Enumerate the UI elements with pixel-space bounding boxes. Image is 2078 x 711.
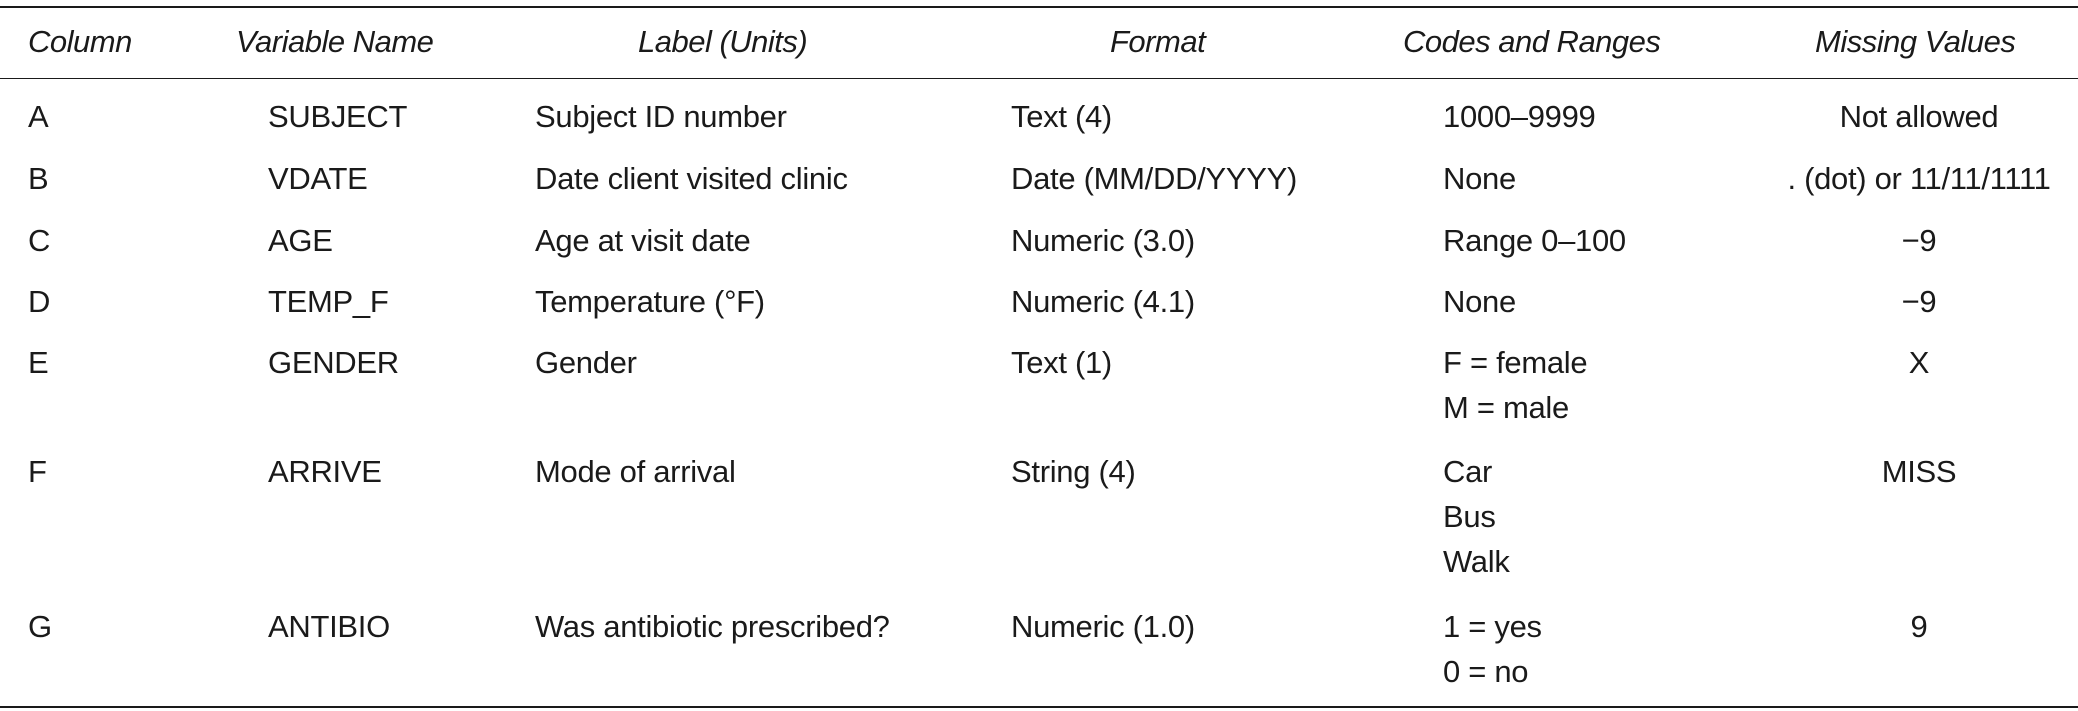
table-top-rule	[0, 6, 2078, 8]
cell-variable-name: TEMP_F	[268, 284, 389, 319]
cell-format: Numeric (3.0)	[1011, 223, 1195, 258]
code-line: Range 0–100	[1443, 223, 1626, 258]
code-line: 1000–9999	[1443, 99, 1596, 134]
cell-codes	[1443, 604, 1542, 694]
cell-label: Gender	[535, 345, 637, 380]
code-line: Bus	[1443, 499, 1496, 534]
cell-codes	[1443, 218, 1626, 263]
code-line: M = male	[1443, 390, 1569, 425]
cell-column: D	[28, 284, 51, 319]
cell-column: C	[28, 223, 51, 258]
header-codes-ranges: Codes and Ranges	[1403, 24, 1661, 59]
cell-missing: Not allowed	[1839, 99, 1999, 134]
cell-label: Age at visit date	[535, 223, 751, 258]
cell-format: Date (MM/DD/YYYY)	[1011, 161, 1297, 196]
code-line: Walk	[1443, 544, 1510, 579]
code-line: 1 = yes	[1443, 609, 1542, 644]
cell-format: Text (4)	[1011, 99, 1112, 134]
cell-column: A	[28, 99, 49, 134]
header-format: Format	[1110, 24, 1206, 59]
cell-variable-name: SUBJECT	[268, 99, 408, 134]
cell-variable-name: GENDER	[268, 345, 399, 380]
cell-variable-name: AGE	[268, 223, 333, 258]
code-line: Car	[1443, 454, 1493, 489]
cell-codes	[1443, 340, 1587, 430]
code-line: None	[1443, 284, 1516, 319]
cell-codes	[1443, 449, 1510, 584]
cell-missing: −9	[1901, 223, 1937, 258]
code-line: None	[1443, 161, 1516, 196]
cell-missing: X	[1908, 345, 1930, 380]
cell-column: E	[28, 345, 49, 380]
code-line: F = female	[1443, 345, 1588, 380]
cell-codes	[1443, 279, 1516, 324]
cell-format: String (4)	[1011, 454, 1136, 489]
cell-label: Mode of arrival	[535, 454, 736, 489]
cell-codes	[1443, 94, 1595, 139]
cell-missing: . (dot) or 11/11/1111	[1787, 161, 2051, 196]
cell-format: Numeric (1.0)	[1011, 609, 1195, 644]
cell-missing: −9	[1901, 284, 1937, 319]
cell-label: Subject ID number	[535, 99, 787, 134]
cell-column: G	[28, 609, 52, 644]
header-variable-name: Variable Name	[236, 24, 434, 59]
cell-label: Date client visited clinic	[535, 161, 848, 196]
cell-column: F	[28, 454, 47, 489]
table-header-rule	[0, 78, 2078, 79]
cell-label: Temperature (°F)	[535, 284, 765, 319]
header-column: Column	[28, 24, 132, 59]
cell-format: Numeric (4.1)	[1011, 284, 1195, 319]
cell-codes	[1443, 156, 1516, 201]
code-line: 0 = no	[1443, 654, 1529, 689]
cell-column: B	[28, 161, 49, 196]
cell-variable-name: ARRIVE	[268, 454, 382, 489]
cell-variable-name: ANTIBIO	[268, 609, 390, 644]
table-bottom-rule	[0, 706, 2078, 708]
cell-label: Was antibiotic prescribed?	[535, 609, 890, 644]
cell-variable-name: VDATE	[268, 161, 368, 196]
header-missing-values: Missing Values	[1815, 24, 2016, 59]
cell-format: Text (1)	[1011, 345, 1112, 380]
cell-missing: MISS	[1881, 454, 1957, 489]
cell-missing: 9	[1910, 609, 1928, 644]
header-label-units: Label (Units)	[638, 24, 808, 59]
